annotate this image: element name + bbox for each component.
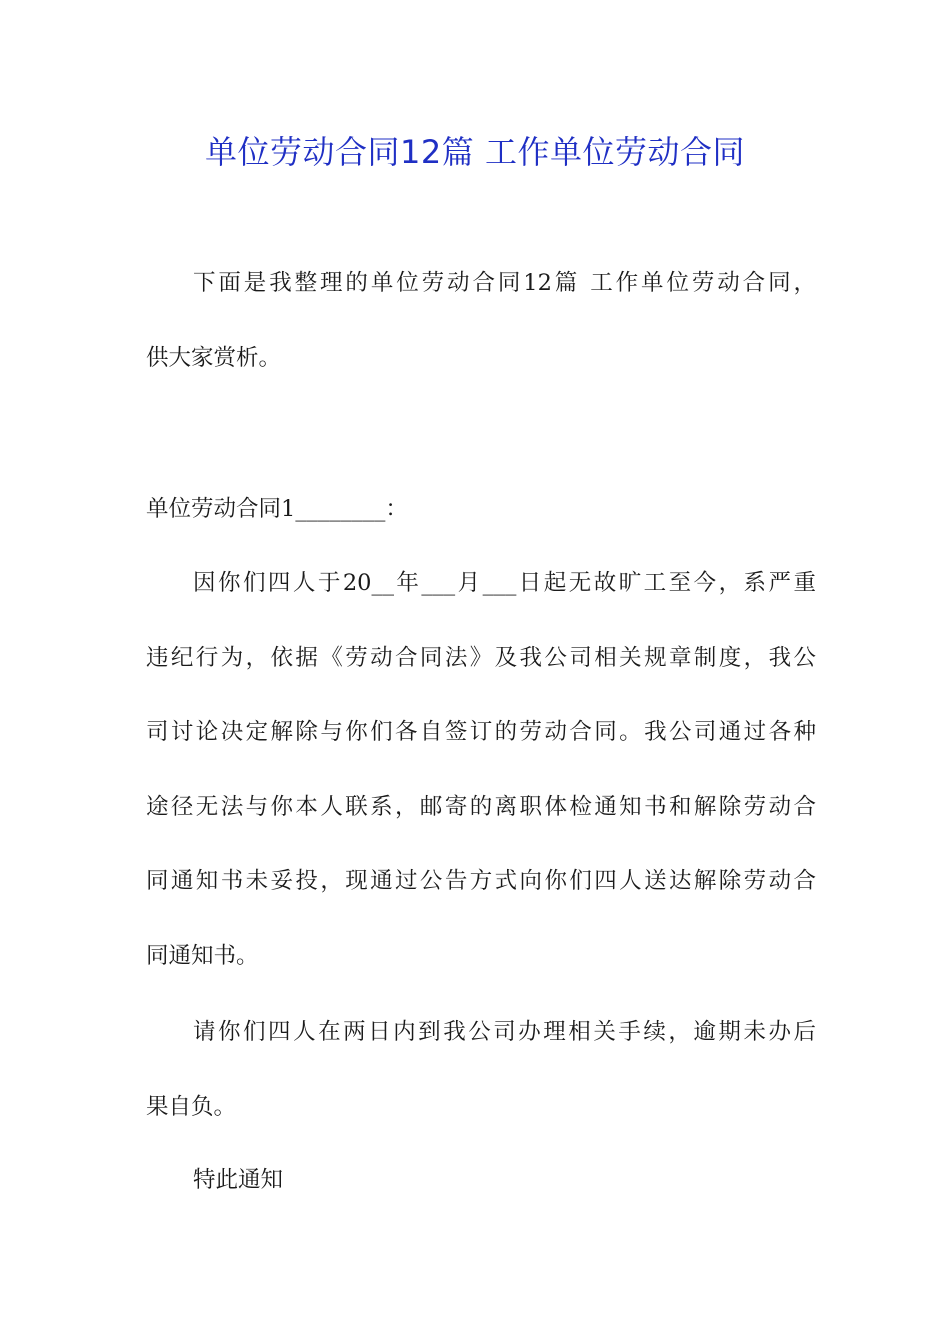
body-paragraph-2-line-2: 果自负。 — [146, 1093, 237, 1120]
body-paragraph-2 — [146, 995, 816, 1144]
body-paragraph-1-line-4: 途径无法与你本人联系，邮寄的离职体检通知书和解除劳动合 — [146, 793, 816, 820]
body-paragraph-1 — [146, 546, 816, 993]
document-title: 单位劳动合同12篇 工作单位劳动合同 — [205, 133, 745, 171]
body-paragraph-1-line-5: 同通知书未妥投，现通过公告方式向你们四人送达解除劳动合 — [146, 868, 816, 894]
body-paragraph-2-line-1: 请你们四人在两日内到我公司办理相关手续，逾期未办后 — [193, 1019, 816, 1045]
closing-paragraph — [146, 1143, 816, 1218]
body-paragraph-1-line-6: 同通知书。 — [146, 942, 259, 969]
body-paragraph-1-line-2: 违纪行为，依据《劳动合同法》及我公司相关规章制度，我公 — [146, 644, 816, 671]
intro-line-1: 下面是我整理的单位劳动合同12篇 工作单位劳动合同， — [193, 270, 816, 296]
body-paragraph-1-line-3: 司讨论决定解除与你们各自签订的劳动合同。我公司通过各种 — [146, 719, 816, 745]
intro-paragraph — [146, 246, 816, 395]
body-paragraph-1-line-1: 因你们四人于20__年___月___日起无故旷工至今，系严重 — [193, 570, 816, 596]
closing-text: 特此通知 — [193, 1167, 284, 1193]
section-heading — [146, 472, 816, 547]
section-heading-text: 单位劳动合同1________： — [146, 496, 408, 522]
intro-line-2: 供大家赏析。 — [146, 344, 282, 371]
